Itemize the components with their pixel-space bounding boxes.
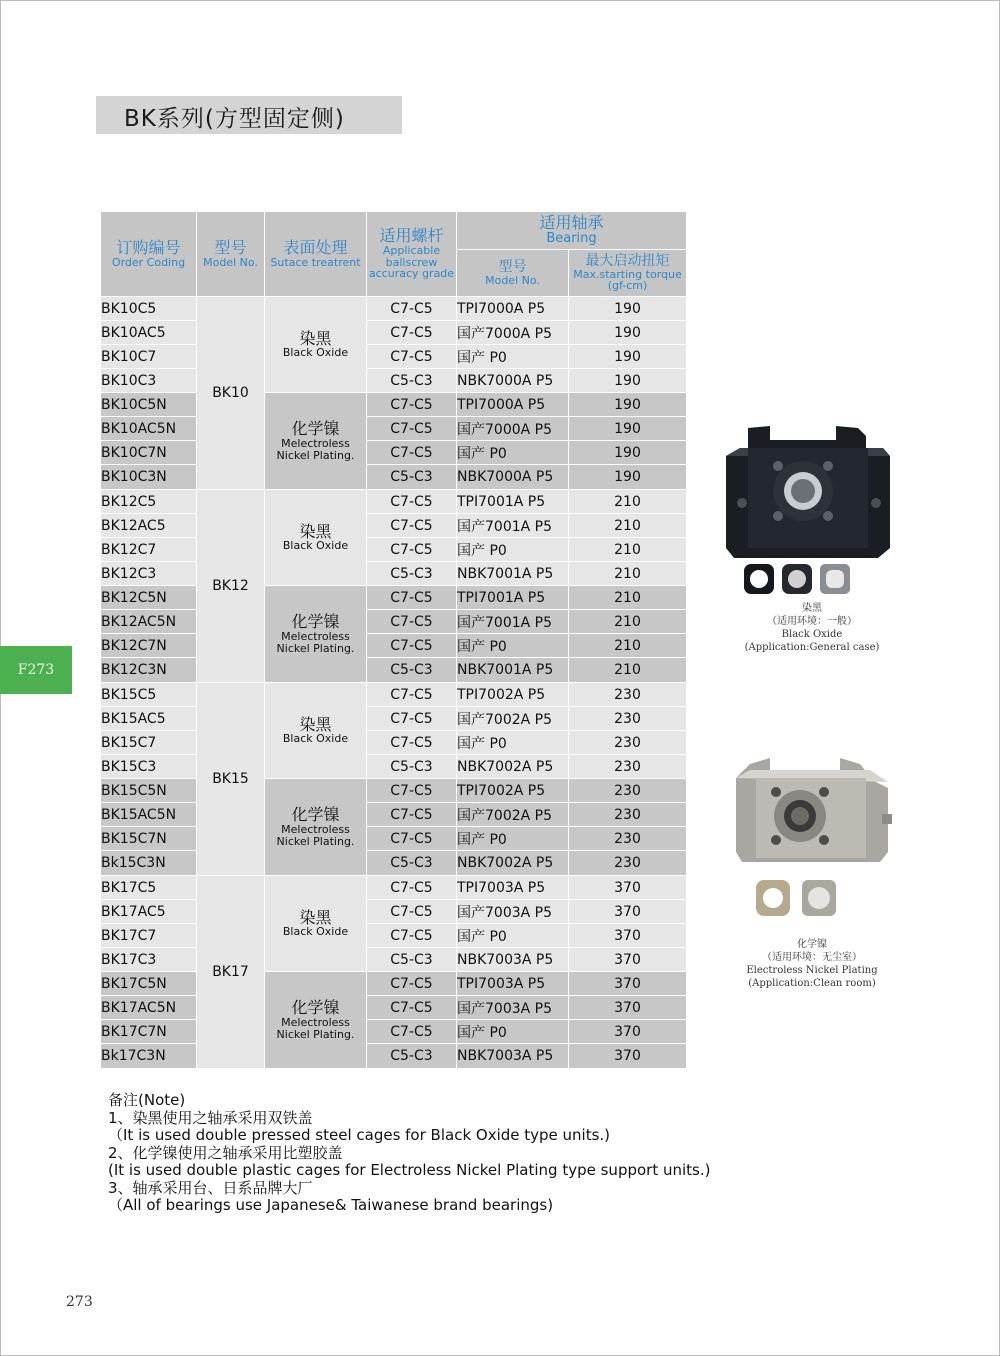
- grade-cell: C7-C5: [367, 707, 457, 731]
- bearing-model-cell: TPI7003A P5: [457, 876, 569, 900]
- torque-cell: 370: [569, 1020, 687, 1044]
- grade-cell: C7-C5: [367, 441, 457, 465]
- torque-cell: 190: [569, 369, 687, 393]
- table-row: [101, 465, 687, 490]
- note-line: （It is used double pressed steel cages for Black Oxide type units.): [108, 1126, 611, 1144]
- bearing-model-cell: 国产7002A P5: [457, 803, 569, 827]
- grade-cell: C7-C5: [367, 827, 457, 851]
- page-number: 273: [66, 1294, 93, 1310]
- grade-cell: C7-C5: [367, 538, 457, 562]
- torque-cell: 190: [569, 297, 687, 321]
- finish-label: Melectroless: [281, 1015, 350, 1029]
- finish-label: Black Oxide: [282, 925, 349, 939]
- bearing-model-cell: 国产 P0: [457, 1020, 569, 1044]
- grade-cell: C7-C5: [367, 900, 457, 924]
- page-title: BK系列(方型固定侧): [124, 106, 345, 132]
- finish-nickel-cell: [265, 586, 367, 683]
- table-row: [101, 562, 687, 586]
- finish-label: 染黑: [299, 328, 332, 348]
- bearing-model-cell: 国产 P0: [457, 441, 569, 465]
- torque-cell: 230: [569, 779, 687, 803]
- torque-cell: 190: [569, 393, 687, 417]
- order-code-cell: BK15AC5: [101, 707, 197, 731]
- bearing-model-cell: 国产 P0: [457, 538, 569, 562]
- table-row: [101, 610, 687, 634]
- table-row: [101, 972, 687, 996]
- note-line: 1、染黑使用之轴承采用双铁盖: [108, 1108, 313, 1127]
- order-code-cell: BK12C5N: [101, 586, 197, 610]
- finish-label: 染黑: [299, 907, 332, 927]
- grade-cell: C7-C5: [367, 345, 457, 369]
- grade-cell: C5-C3: [367, 658, 457, 683]
- finish-label: 化学镍: [291, 805, 340, 825]
- torque-cell: 210: [569, 514, 687, 538]
- bearing-model-cell: 国产7002A P5: [457, 707, 569, 731]
- torque-cell: 370: [569, 996, 687, 1020]
- table-row: [101, 586, 687, 610]
- torque-cell: 370: [569, 924, 687, 948]
- grade-cell: C7-C5: [367, 1020, 457, 1044]
- order-code-cell: BK12AC5N: [101, 610, 197, 634]
- table-row: [101, 900, 687, 924]
- order-code-cell: BK12C3N: [101, 658, 197, 683]
- bearing-model-cell: TPI7003A P5: [457, 972, 569, 996]
- torque-cell: 210: [569, 658, 687, 683]
- table-row: [101, 1020, 687, 1044]
- header-bearing-model: 型号 Model No.: [457, 250, 569, 297]
- grade-cell: C7-C5: [367, 779, 457, 803]
- order-code-cell: BK17C7: [101, 924, 197, 948]
- torque-cell: 210: [569, 490, 687, 514]
- table-row: [101, 851, 687, 876]
- table-row: [101, 321, 687, 345]
- bearing-model-cell: NBK7001A P5: [457, 658, 569, 683]
- grade-cell: C7-C5: [367, 803, 457, 827]
- finish-label: Nickel Plating.: [276, 1027, 355, 1041]
- table-row: [101, 490, 687, 514]
- side-section-tab: F273: [0, 646, 72, 694]
- header-max-torque: 最大启动扭矩 Max.starting torque (gf-cm): [569, 250, 687, 297]
- table-row: [101, 803, 687, 827]
- bearing-model-cell: NBK7003A P5: [457, 1044, 569, 1069]
- bearing-model-cell: 国产7003A P5: [457, 900, 569, 924]
- order-code-cell: BK17C5: [101, 876, 197, 900]
- bearing-model-cell: NBK7002A P5: [457, 851, 569, 876]
- grade-cell: C5-C3: [367, 851, 457, 876]
- table-row: [101, 1044, 687, 1069]
- model-cell: BK17: [197, 876, 265, 1069]
- table-row: [101, 876, 687, 900]
- bearing-model-cell: TPI7000A P5: [457, 297, 569, 321]
- finish-label: Nickel Plating.: [276, 448, 355, 462]
- grade-cell: C7-C5: [367, 731, 457, 755]
- finish-black-oxide-cell: [265, 683, 367, 779]
- order-code-cell: BK10C7N: [101, 441, 197, 465]
- grade-cell: C7-C5: [367, 924, 457, 948]
- order-code-cell: BK10C7: [101, 345, 197, 369]
- bearing-model-cell: TPI7000A P5: [457, 393, 569, 417]
- grade-cell: C7-C5: [367, 393, 457, 417]
- torque-cell: 230: [569, 803, 687, 827]
- finish-black-oxide-cell: [265, 490, 367, 586]
- note-line: 3、轴承采用台、日系品牌大厂: [108, 1178, 313, 1197]
- bearing-model-cell: 国产 P0: [457, 345, 569, 369]
- table-row: [101, 297, 687, 321]
- grade-cell: C7-C5: [367, 634, 457, 658]
- finish-label: Melectroless: [281, 629, 350, 643]
- grade-cell: C7-C5: [367, 490, 457, 514]
- grade-cell: C5-C3: [367, 369, 457, 393]
- grade-cell: C7-C5: [367, 321, 457, 345]
- bearing-model-cell: 国产7000A P5: [457, 417, 569, 441]
- table-row: [101, 924, 687, 948]
- order-code-cell: Bk15C3N: [101, 851, 197, 876]
- finish-label: 化学镍: [291, 419, 340, 439]
- torque-cell: 230: [569, 851, 687, 876]
- grade-cell: C7-C5: [367, 417, 457, 441]
- table-row: [101, 731, 687, 755]
- table-row: [101, 827, 687, 851]
- torque-cell: 190: [569, 345, 687, 369]
- grade-cell: C7-C5: [367, 297, 457, 321]
- table-row: [101, 634, 687, 658]
- table-row: [101, 345, 687, 369]
- torque-cell: 210: [569, 610, 687, 634]
- header-surface-treatment: 表面处理 Sutace treatrent: [265, 212, 367, 297]
- order-code-cell: BK15C7: [101, 731, 197, 755]
- header-order-coding: 订购编号 Order Coding: [101, 212, 197, 297]
- torque-cell: 210: [569, 586, 687, 610]
- spec-table: [100, 211, 687, 1069]
- order-code-cell: BK12C7N: [101, 634, 197, 658]
- finish-label: Black Oxide: [282, 346, 349, 360]
- torque-cell: 210: [569, 634, 687, 658]
- order-code-cell: BK12AC5: [101, 514, 197, 538]
- bearing-model-cell: TPI7001A P5: [457, 490, 569, 514]
- notes-heading: 备注(Note): [108, 1091, 186, 1109]
- note-line: (It is used double plastic cages for Electroless Nickel Plating type support units.): [108, 1161, 711, 1179]
- order-code-cell: BK10C3: [101, 369, 197, 393]
- torque-cell: 190: [569, 321, 687, 345]
- finish-nickel-cell: [265, 779, 367, 876]
- bearing-model-cell: TPI7002A P5: [457, 683, 569, 707]
- torque-cell: 370: [569, 1044, 687, 1069]
- torque-cell: 190: [569, 441, 687, 465]
- model-cell: BK15: [197, 683, 265, 876]
- torque-cell: 370: [569, 876, 687, 900]
- torque-cell: 370: [569, 972, 687, 996]
- note-line: 2、化学镍使用之轴承采用比塑胶盖: [108, 1143, 343, 1162]
- finish-label: 化学镍: [291, 998, 340, 1018]
- order-code-cell: BK10AC5: [101, 321, 197, 345]
- header-model: 型号 Model No.: [197, 212, 265, 297]
- table-row: [101, 538, 687, 562]
- table-row: [101, 514, 687, 538]
- model-cell: BK10: [197, 297, 265, 490]
- bearing-model-cell: NBK7001A P5: [457, 562, 569, 586]
- torque-cell: 230: [569, 683, 687, 707]
- order-code-cell: BK15C5: [101, 683, 197, 707]
- order-code-cell: BK10C3N: [101, 465, 197, 490]
- header-bearing: 适用轴承 Bearing: [457, 212, 687, 250]
- bearing-model-cell: 国产7000A P5: [457, 321, 569, 345]
- bearing-model-cell: 国产 P0: [457, 827, 569, 851]
- grade-cell: C7-C5: [367, 586, 457, 610]
- torque-cell: 230: [569, 707, 687, 731]
- grade-cell: C7-C5: [367, 514, 457, 538]
- table-row: [101, 369, 687, 393]
- bearing-model-cell: TPI7002A P5: [457, 779, 569, 803]
- finish-label: 化学镍: [291, 612, 340, 632]
- bearing-model-cell: 国产 P0: [457, 731, 569, 755]
- order-code-cell: BK12C7: [101, 538, 197, 562]
- bearing-model-cell: 国产7001A P5: [457, 514, 569, 538]
- black-oxide-caption: 染黑 （适用环境：一般） Black Oxide (Application:General case): [744, 603, 880, 653]
- header-applicable-grade: 适用螺杆 Applicable ballscrew accuracy grade: [367, 212, 457, 297]
- grade-cell: C7-C5: [367, 876, 457, 900]
- nickel-plating-caption: 化学镍 （适用环境：无尘室） Electroless Nickel Plating (Application:Clean room): [746, 939, 878, 989]
- grade-cell: C5-C3: [367, 562, 457, 586]
- finish-label: 染黑: [299, 714, 332, 734]
- order-code-cell: BK17C7N: [101, 1020, 197, 1044]
- bearing-model-cell: NBK7000A P5: [457, 369, 569, 393]
- order-code-cell: BK17C5N: [101, 972, 197, 996]
- torque-cell: 230: [569, 827, 687, 851]
- order-code-cell: BK10C5: [101, 297, 197, 321]
- table-row: [101, 683, 687, 707]
- grade-cell: C5-C3: [367, 948, 457, 972]
- finish-label: Black Oxide: [282, 732, 349, 746]
- grade-cell: C5-C3: [367, 1044, 457, 1069]
- finish-label: 染黑: [299, 521, 332, 541]
- torque-cell: 370: [569, 900, 687, 924]
- table-row: [101, 417, 687, 441]
- bearing-model-cell: NBK7002A P5: [457, 755, 569, 779]
- grade-cell: C5-C3: [367, 465, 457, 490]
- note-line: （All of bearings use Japanese& Taiwanese brand bearings): [108, 1196, 554, 1214]
- table-row: [101, 779, 687, 803]
- order-code-cell: BK10C5N: [101, 393, 197, 417]
- table-row: [101, 996, 687, 1020]
- torque-cell: 370: [569, 948, 687, 972]
- table-row: [101, 441, 687, 465]
- grade-cell: C7-C5: [367, 972, 457, 996]
- finish-black-oxide-cell: [265, 297, 367, 393]
- order-code-cell: BK15C3: [101, 755, 197, 779]
- order-code-cell: BK10AC5N: [101, 417, 197, 441]
- bearing-model-cell: 国产 P0: [457, 924, 569, 948]
- table-row: [101, 393, 687, 417]
- order-code-cell: BK17AC5N: [101, 996, 197, 1020]
- table-row: [101, 658, 687, 683]
- finish-label: Nickel Plating.: [276, 641, 355, 655]
- table-row: [101, 755, 687, 779]
- bearing-model-cell: 国产7003A P5: [457, 996, 569, 1020]
- finish-black-oxide-cell: [265, 876, 367, 972]
- grade-cell: C5-C3: [367, 755, 457, 779]
- torque-cell: 230: [569, 731, 687, 755]
- model-cell: BK12: [197, 490, 265, 683]
- bearing-model-cell: TPI7001A P5: [457, 586, 569, 610]
- order-code-cell: BK15AC5N: [101, 803, 197, 827]
- grade-cell: C7-C5: [367, 610, 457, 634]
- bearing-model-cell: 国产7001A P5: [457, 610, 569, 634]
- grade-cell: C7-C5: [367, 683, 457, 707]
- order-code-cell: Bk17C3N: [101, 1044, 197, 1069]
- order-code-cell: BK12C5: [101, 490, 197, 514]
- order-code-cell: BK15C7N: [101, 827, 197, 851]
- order-code-cell: BK12C3: [101, 562, 197, 586]
- finish-label: Nickel Plating.: [276, 834, 355, 848]
- torque-cell: 190: [569, 417, 687, 441]
- bearing-model-cell: 国产 P0: [457, 634, 569, 658]
- torque-cell: 210: [569, 538, 687, 562]
- notes-section: [108, 1092, 710, 1215]
- torque-cell: 190: [569, 465, 687, 490]
- torque-cell: 230: [569, 755, 687, 779]
- bearing-model-cell: NBK7003A P5: [457, 948, 569, 972]
- nickel-plating-figure: [730, 752, 900, 932]
- order-code-cell: BK15C5N: [101, 779, 197, 803]
- torque-cell: 210: [569, 562, 687, 586]
- order-code-cell: BK17AC5: [101, 900, 197, 924]
- finish-label: Melectroless: [281, 822, 350, 836]
- grade-cell: C7-C5: [367, 996, 457, 1020]
- table-row: [101, 948, 687, 972]
- bearing-model-cell: NBK7000A P5: [457, 465, 569, 490]
- order-code-cell: BK17C3: [101, 948, 197, 972]
- finish-nickel-cell: [265, 393, 367, 490]
- finish-label: Black Oxide: [282, 539, 349, 553]
- finish-label: Melectroless: [281, 436, 350, 450]
- nickel-plated-block-image: [730, 752, 900, 932]
- finish-nickel-cell: [265, 972, 367, 1069]
- black-oxide-block-image: [718, 418, 908, 598]
- table-row: [101, 707, 687, 731]
